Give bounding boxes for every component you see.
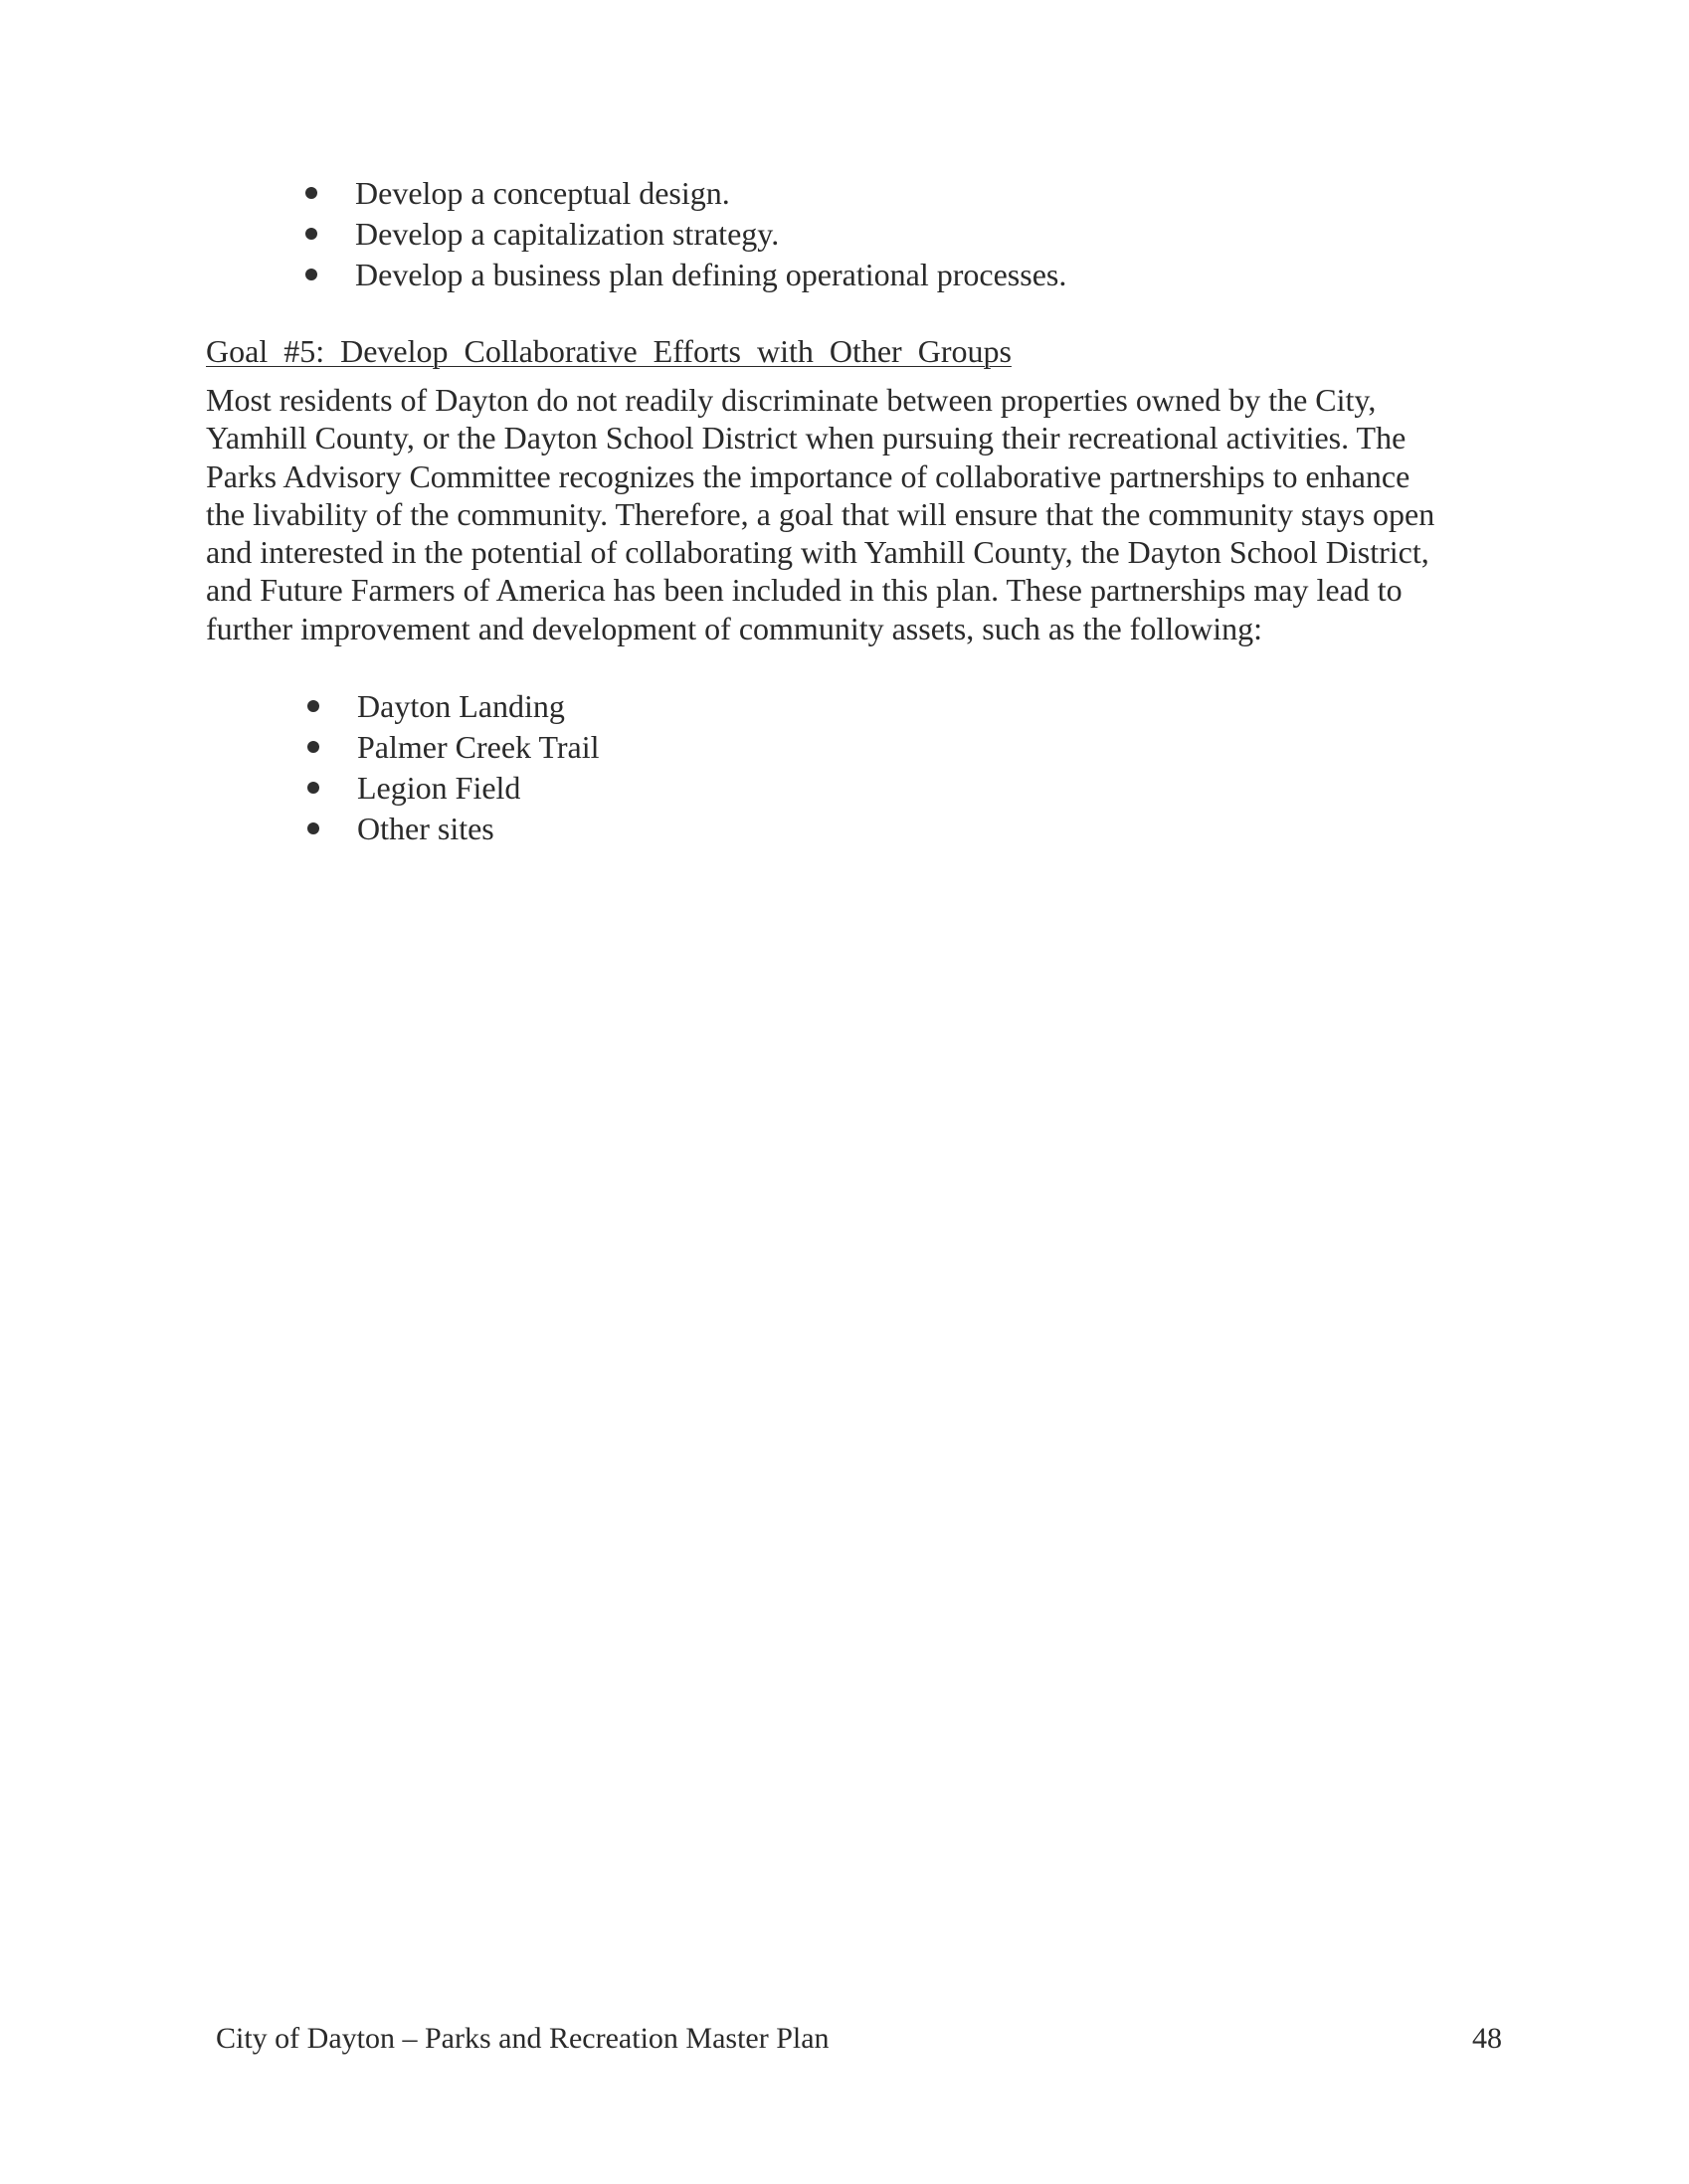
goal-heading — [206, 331, 1012, 371]
bullet-icon — [305, 228, 317, 240]
paragraph-line: Parks Advisory Committee recognizes the importance of collaborative partnerships to enhance — [206, 457, 1410, 494]
goal-heading-text: Goal #5: Develop Collaborative Efforts with Other Groups — [206, 333, 1012, 369]
list-item-text: Develop a business plan defining operational processes. — [355, 257, 1067, 292]
list-item-text: Palmer Creek Trail — [357, 729, 600, 765]
paragraph-line: and Future Farmers of America has been included in this plan. These partnerships may lead to — [206, 572, 1403, 609]
paragraph-line: and interested in the potential of collaborating with Yamhill County, the Dayton School District, — [206, 534, 1429, 571]
list-item-text: Other sites — [357, 811, 494, 846]
bullet-icon — [305, 187, 317, 199]
paragraph-line: the livability of the community. Therefore, a goal that will ensure that the community stays open — [206, 495, 1435, 532]
bullet-icon — [307, 741, 319, 753]
paragraph-line: Yamhill County, or the Dayton School District when pursuing their recreational activities. The — [206, 420, 1407, 456]
footer-page-number: 48 — [1472, 2022, 1502, 2055]
list-item-text: Legion Field — [357, 770, 521, 806]
goal-description-paragraph — [206, 381, 1519, 647]
bullet-icon — [307, 822, 319, 834]
list-item-text: Develop a conceptual design. — [355, 175, 730, 211]
footer-document-title: City of Dayton – Parks and Recreation Master Plan — [216, 2022, 830, 2055]
bullet-icon — [305, 269, 317, 280]
bullet-icon — [307, 782, 319, 794]
list-item-text: Develop a capitalization strategy. — [355, 216, 780, 252]
list-item-text: Dayton Landing — [357, 688, 565, 724]
paragraph-line: further improvement and development of community assets, such as the following: — [206, 610, 1262, 646]
paragraph-line: Most residents of Dayton do not readily discriminate between properties owned by the City, — [206, 382, 1377, 418]
bullet-icon — [307, 700, 319, 712]
